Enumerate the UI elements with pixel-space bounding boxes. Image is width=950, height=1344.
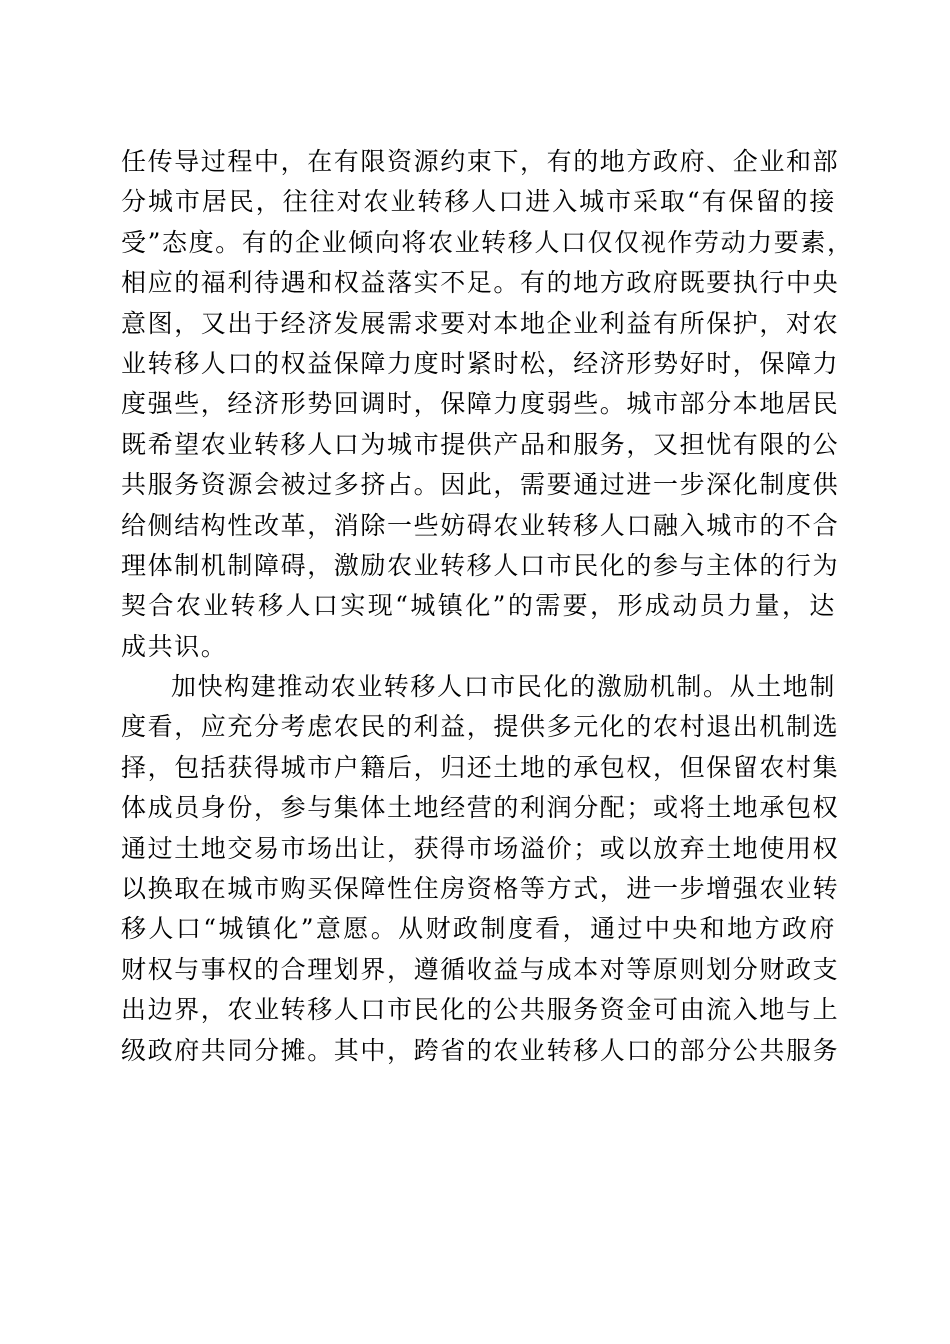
text-line: 意图，又出于经济发展需求要对本地企业利益有所保护，对农 [121,308,840,338]
paragraph-first-line: 加快构建推动农业转移人口市民化的激励机制。从土地制 [171,672,837,702]
text-line: 度看，应充分考虑农民的利益，提供多元化的农村退出机制选 [121,712,840,742]
text-line: 受”态度。有的企业倾向将农业转移人口仅仅视作劳动力要素， [121,227,854,257]
body-text [121,142,854,1071]
text-line: 级政府共同分摊。其中，跨省的农业转移人口的部分公共服务 [121,1035,840,1065]
paragraph-end-line: 成共识。 [121,631,228,661]
text-line: 财权与事权的合理划界，遵循收益与成本对等原则划分财政支 [121,954,840,984]
text-line: 移人口“城镇化”意愿。从财政制度看，通过中央和地方政府 [121,914,836,944]
text-line: 既希望农业转移人口为城市提供产品和服务，又担忧有限的公 [121,429,840,459]
text-line: 相应的福利待遇和权益落实不足。有的地方政府既要执行中央 [121,268,840,298]
text-line: 给侧结构性改革，消除一些妨碍农业转移人口融入城市的不合 [121,510,840,540]
text-line: 度强些，经济形势回调时，保障力度弱些。城市部分本地居民 [121,389,840,419]
text-line: 任传导过程中，在有限资源约束下，有的地方政府、企业和部 [121,147,840,176]
text-line: 分城市居民，往往对农业转移人口进入城市采取“有保留的接 [121,187,836,217]
text-line: 通过土地交易市场出让，获得市场溢价；或以放弃土地使用权 [121,833,840,863]
text-line: 共服务资源会被过多挤占。因此，需要通过进一步深化制度供 [121,470,840,500]
text-line: 择，包括获得城市户籍后，归还土地的承包权，但保留农村集 [121,752,840,782]
text-line: 以换取在城市购买保障性住房资格等方式，进一步增强农业转 [121,874,840,904]
text-line: 出边界，农业转移人口市民化的公共服务资金可由流入地与上 [121,995,840,1025]
text-line: 业转移人口的权益保障力度时紧时松，经济形势好时，保障力 [121,348,840,378]
text-line: 体成员身份，参与集体土地经营的利润分配；或将土地承包权 [121,793,840,823]
text-line: 契合农业转移人口实现“城镇化”的需要，形成动员力量，达 [121,591,836,621]
text-line: 理体制机制障碍，激励农业转移人口市民化的参与主体的行为 [121,550,840,580]
